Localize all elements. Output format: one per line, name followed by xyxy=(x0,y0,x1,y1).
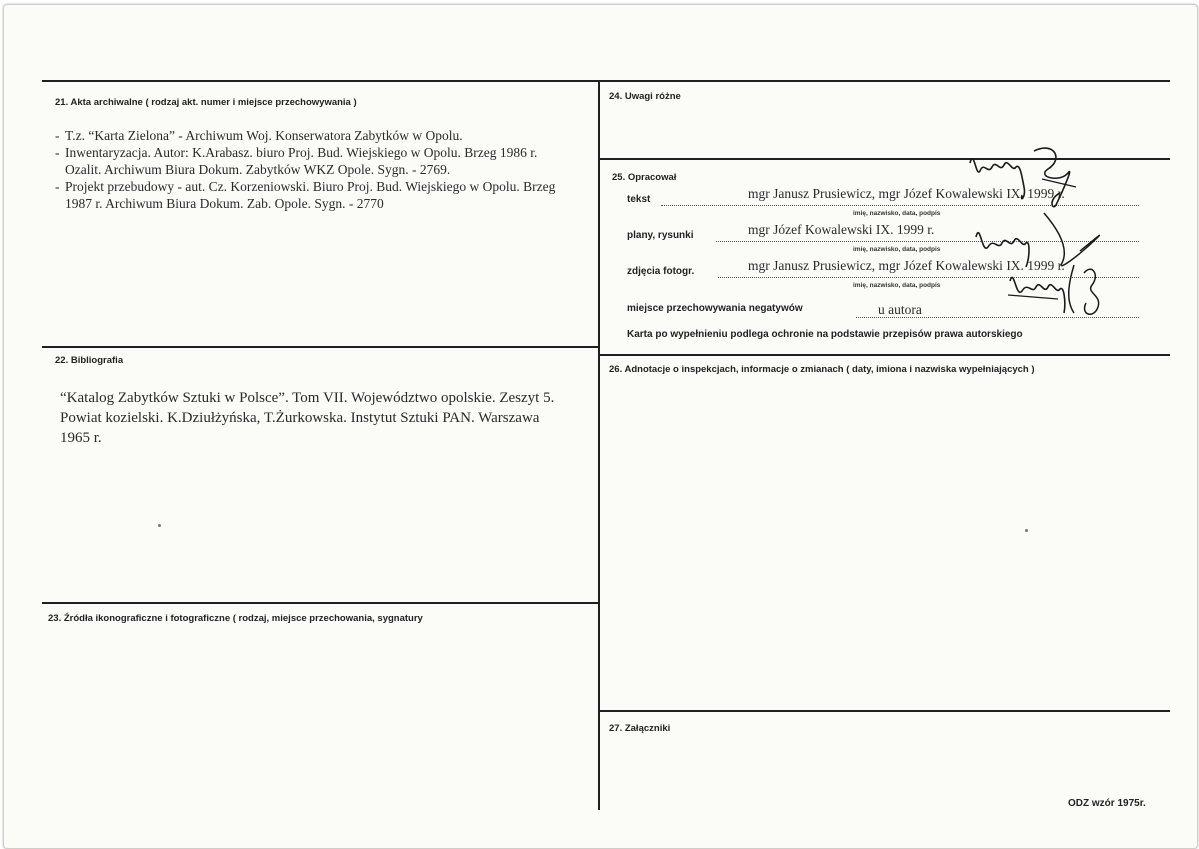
section-27-heading: 27. Załączniki xyxy=(609,723,671,734)
section-23-heading: 23. Źródła ikonograficzne i fotograficzne ( rodzaj, miejsce przechowania, sygnatury xyxy=(48,613,423,624)
rule-25-26 xyxy=(600,354,1170,356)
archive-item-text: Inwentaryzacja. Autor: K.Arabasz. biuro Proj. Bud. Wiejskiego w Opolu. Brzeg 1986 r. Ozalit. Archiwum Biura Dokum. Zabytków WKZ Opole. Sygn. - 2769. xyxy=(65,145,538,177)
bibliography-text: “Katalog Zabytków Sztuki w Polsce”. Tom VII. Województwo opolskie. Zeszyt 5. Powiat kozielski. K.Dziułżyńska, T.Żurkowska. Instytut Sztuki PAN. Warszawa 1965 r. xyxy=(60,390,555,446)
section-21-heading: 21. Akta archiwalne ( rodzaj akt. numer i miejsce przechowywania ) xyxy=(55,97,357,108)
rule-top xyxy=(42,80,1170,82)
catalog-card xyxy=(3,4,1198,849)
row-label-text: tekst xyxy=(627,194,651,205)
row-value-text: mgr Janusz Prusiewicz, mgr Józef Kowalewski IX. 1999 r. xyxy=(748,186,1065,201)
rule-24-25 xyxy=(600,158,1170,160)
row-caption: imię, nazwisko, data, podpis xyxy=(853,210,941,217)
paper-speck xyxy=(158,524,161,527)
rule-22-23 xyxy=(42,602,598,604)
signature-photos xyxy=(1004,255,1124,325)
section-21-list xyxy=(55,127,567,212)
archive-item: - Inwentaryzacja. Autor: K.Arabasz. biuro Proj. Bud. Wiejskiego w Opolu. Brzeg 1986 r. Ozalit. Archiwum Biura Dokum. Zabytków WKZ Opole. Sygn. - 2769. xyxy=(55,145,538,177)
archive-item-text: Projekt przebudowy - aut. Cz. Korzeniowski. Biuro Proj. Bud. Wiejskiego w Opolu. Brzeg 1987 r. Archiwum Biura Dokum. Zab. Opole. Sygn. - 2770 xyxy=(65,179,556,211)
section-24-heading: 24. Uwagi różne xyxy=(609,91,681,102)
row-value-plans: mgr Józef Kowalewski IX. 1999 r. xyxy=(748,222,935,237)
row-label-photos: zdjęcia fotogr. xyxy=(627,266,695,277)
archive-item-text: T.z. “Karta Zielona” - Archiwum Woj. Konserwatora Zabytków w Opolu. xyxy=(65,128,463,143)
archive-item: - Projekt przebudowy - aut. Cz. Korzeniowski. Biuro Proj. Bud. Wiejskiego w Opolu. Brzeg 1987 r. Archiwum Biura Dokum. Zab. Opole. Sygn. - 2770 xyxy=(55,179,556,211)
section-22-heading: 22. Bibliografia xyxy=(55,355,124,366)
negatives-label: miejsce przechowywania negatywów xyxy=(627,303,803,314)
copyright-note: Karta po wypełnieniu podlega ochronie na podstawie przepisów prawa autorskiego xyxy=(627,329,1023,340)
negatives-value: u autora xyxy=(878,302,922,317)
rule-21-22 xyxy=(42,346,598,348)
row-caption: imię, nazwisko, data, podpis xyxy=(853,282,941,289)
archive-item: - T.z. “Karta Zielona” - Archiwum Woj. Konserwatora Zabytków w Opolu. xyxy=(55,128,463,143)
row-value-photos: mgr Janusz Prusiewicz, mgr Józef Kowalewski IX. 1999 r. xyxy=(748,258,1065,273)
paper-speck xyxy=(1025,529,1028,532)
section-25-heading: 25. Opracował xyxy=(612,172,677,183)
section-26-heading: 26. Adnotacje o inspekcjach, informacje o zmianach ( daty, imiona i nazwiska wypełniających ) xyxy=(609,364,1035,375)
rule-26-27 xyxy=(600,710,1170,712)
signature-text xyxy=(964,143,1084,213)
row-label-plans: plany, rysunki xyxy=(627,230,694,241)
form-mark: ODZ wzór 1975r. xyxy=(1068,798,1146,809)
rule-center-vertical xyxy=(598,80,600,810)
row-caption: imię, nazwisko, data, podpis xyxy=(853,246,941,253)
